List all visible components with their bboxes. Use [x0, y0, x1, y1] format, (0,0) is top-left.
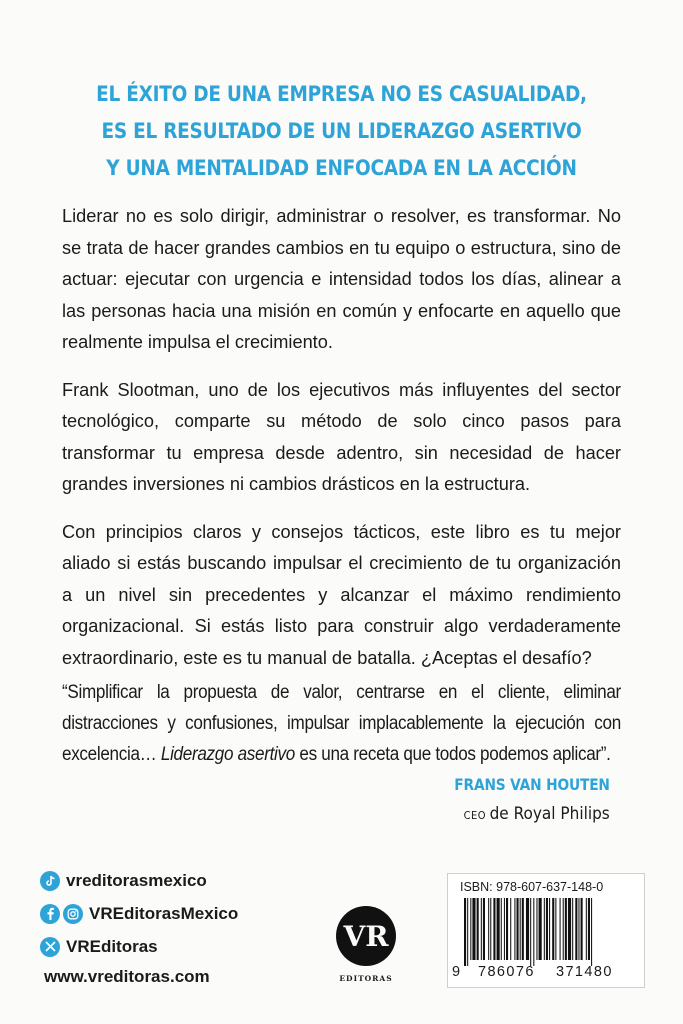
- barcode-bar: [530, 898, 531, 966]
- barcode-bar: [504, 898, 505, 960]
- vr-logo-mark: [335, 905, 397, 967]
- social-links: [40, 864, 238, 987]
- barcode-bar: [520, 898, 521, 960]
- synopsis-paragraph-1: Liderar no es solo dirigir, administrar o resolver, es transformar. No se trata de hacer grandes cambios en tu equipo o estructura, sino de actuar: ejecutar con urgencia e intensidad todos los días, alinear a las personas hacia una misión en común y enfocarte en aquello que realmente impulsa el crecimiento.: [62, 206, 621, 352]
- author-name: FRANS VAN HOUTEN: [454, 775, 610, 794]
- tiktok-icon: [40, 871, 60, 891]
- barcode-bar: [481, 898, 482, 960]
- barcode-bar: [560, 898, 561, 960]
- instagram-icon: [63, 904, 83, 924]
- barcode-bar: [490, 898, 491, 960]
- facebook-instagram-handle: VREditorasMexico: [89, 903, 239, 923]
- barcode-bar: [510, 898, 511, 960]
- synopsis-paragraph-2: Frank Slootman, uno de los ejecutivos más influyentes del sector tecnológico, comparte su método de solo cinco pasos para transformar tu empresa desde adentro, sin necesidad de hacer grandes inversiones ni cambios drásticos en la estructura.: [62, 379, 621, 494]
- barcode-bar: [477, 898, 479, 960]
- endorsement-quote: [62, 677, 621, 770]
- quote-text-end: es una receta que todos podemos aplicar”.: [294, 744, 611, 765]
- barcode-bar: [555, 898, 556, 960]
- author-company: de Royal Philips: [489, 804, 610, 824]
- author-role: [447, 804, 610, 824]
- barcode-bar: [565, 898, 567, 960]
- isbn-label: ISBN: 978-607-637-148-0: [460, 880, 604, 894]
- barcode-bar: [588, 898, 590, 960]
- barcode-bar: [575, 898, 577, 960]
- synopsis-paragraph-3: Con principios claros y consejos tácticos, este libro es tu mejor aliado si estás buscando impulsar el crecimiento de tu organización a un nivel sin precedentes y alcanzar el máximo rendimiento organizacional. Si estás listo para construir algo verdaderamente extraordinario, este es tu manual de batalla. ¿Aceptas el desafío?: [62, 521, 621, 668]
- author-role-prefix: CEO: [463, 809, 487, 822]
- publisher-label: EDITORAS: [339, 974, 393, 983]
- barcode-bar: [472, 898, 475, 960]
- barcode-bar: [536, 898, 537, 960]
- barcode-bar: [483, 898, 485, 960]
- barcode-bar: [586, 898, 587, 960]
- isbn-barcode: [447, 873, 645, 988]
- barcode-bar: [581, 898, 583, 960]
- headline-line-3: Y UNA MENTALIDAD ENFOCADA EN LA ACCIÓN: [106, 156, 577, 181]
- tiktok-handle: vreditorasmexico: [66, 870, 207, 890]
- barcode-bar: [552, 898, 554, 960]
- barcode-bar: [501, 898, 502, 960]
- barcode-bar: [514, 898, 515, 960]
- facebook-icon: [40, 904, 60, 924]
- back-cover-headline: [82, 76, 601, 187]
- x-icon: [40, 937, 60, 957]
- barcode-bar: [464, 898, 466, 966]
- barcode-bar: [568, 898, 571, 960]
- barcode-bar: [470, 898, 471, 960]
- website-link[interactable]: www.vreditoras.com: [44, 967, 210, 986]
- barcode-bar: [522, 898, 524, 960]
- barcode-bar: [497, 898, 500, 960]
- barcode-bar: [578, 898, 579, 960]
- quote-text-start: “Simplificar la propuesta de valor, centrarse en el cliente, eliminar distracciones y confusiones, impulsar implacablemente la ejecución con excelencia…: [62, 682, 621, 765]
- barcode-bar: [549, 898, 550, 960]
- quote-attribution: [429, 775, 610, 824]
- barcode-bar: [467, 898, 468, 966]
- facebook-instagram-link[interactable]: [40, 897, 238, 930]
- barcode-first-digit: 9: [452, 964, 462, 980]
- barcode-bar: [563, 898, 564, 960]
- barcode-bar: [526, 898, 529, 960]
- publisher-logo: [331, 905, 401, 983]
- barcode-bar: [517, 898, 519, 960]
- barcode-bar: [488, 898, 489, 960]
- logo-letters: VR: [343, 920, 389, 953]
- synopsis: [62, 201, 621, 690]
- barcode-bar: [539, 898, 542, 960]
- quote-book-title: Liderazgo asertivo: [160, 744, 295, 765]
- barcode-bar: [546, 898, 548, 960]
- barcode-bar: [544, 898, 545, 960]
- x-handle: VREditoras: [66, 936, 158, 956]
- barcode-left-digits: 786076: [478, 964, 535, 980]
- headline-line-2: ES EL RESULTADO DE UN LIDERAZGO ASERTIVO: [101, 119, 582, 144]
- headline-line-1: EL ÉXITO DE UNA EMPRESA NO ES CASUALIDAD,: [96, 82, 587, 107]
- x-link[interactable]: [40, 930, 238, 963]
- barcode-bar: [572, 898, 573, 960]
- barcode-bar: [493, 898, 495, 960]
- barcode-bar: [506, 898, 508, 960]
- barcode-bar: [591, 898, 592, 966]
- barcode-right-digits: 371480: [556, 964, 613, 980]
- barcode-bar: [533, 898, 534, 966]
- tiktok-link[interactable]: [40, 864, 238, 897]
